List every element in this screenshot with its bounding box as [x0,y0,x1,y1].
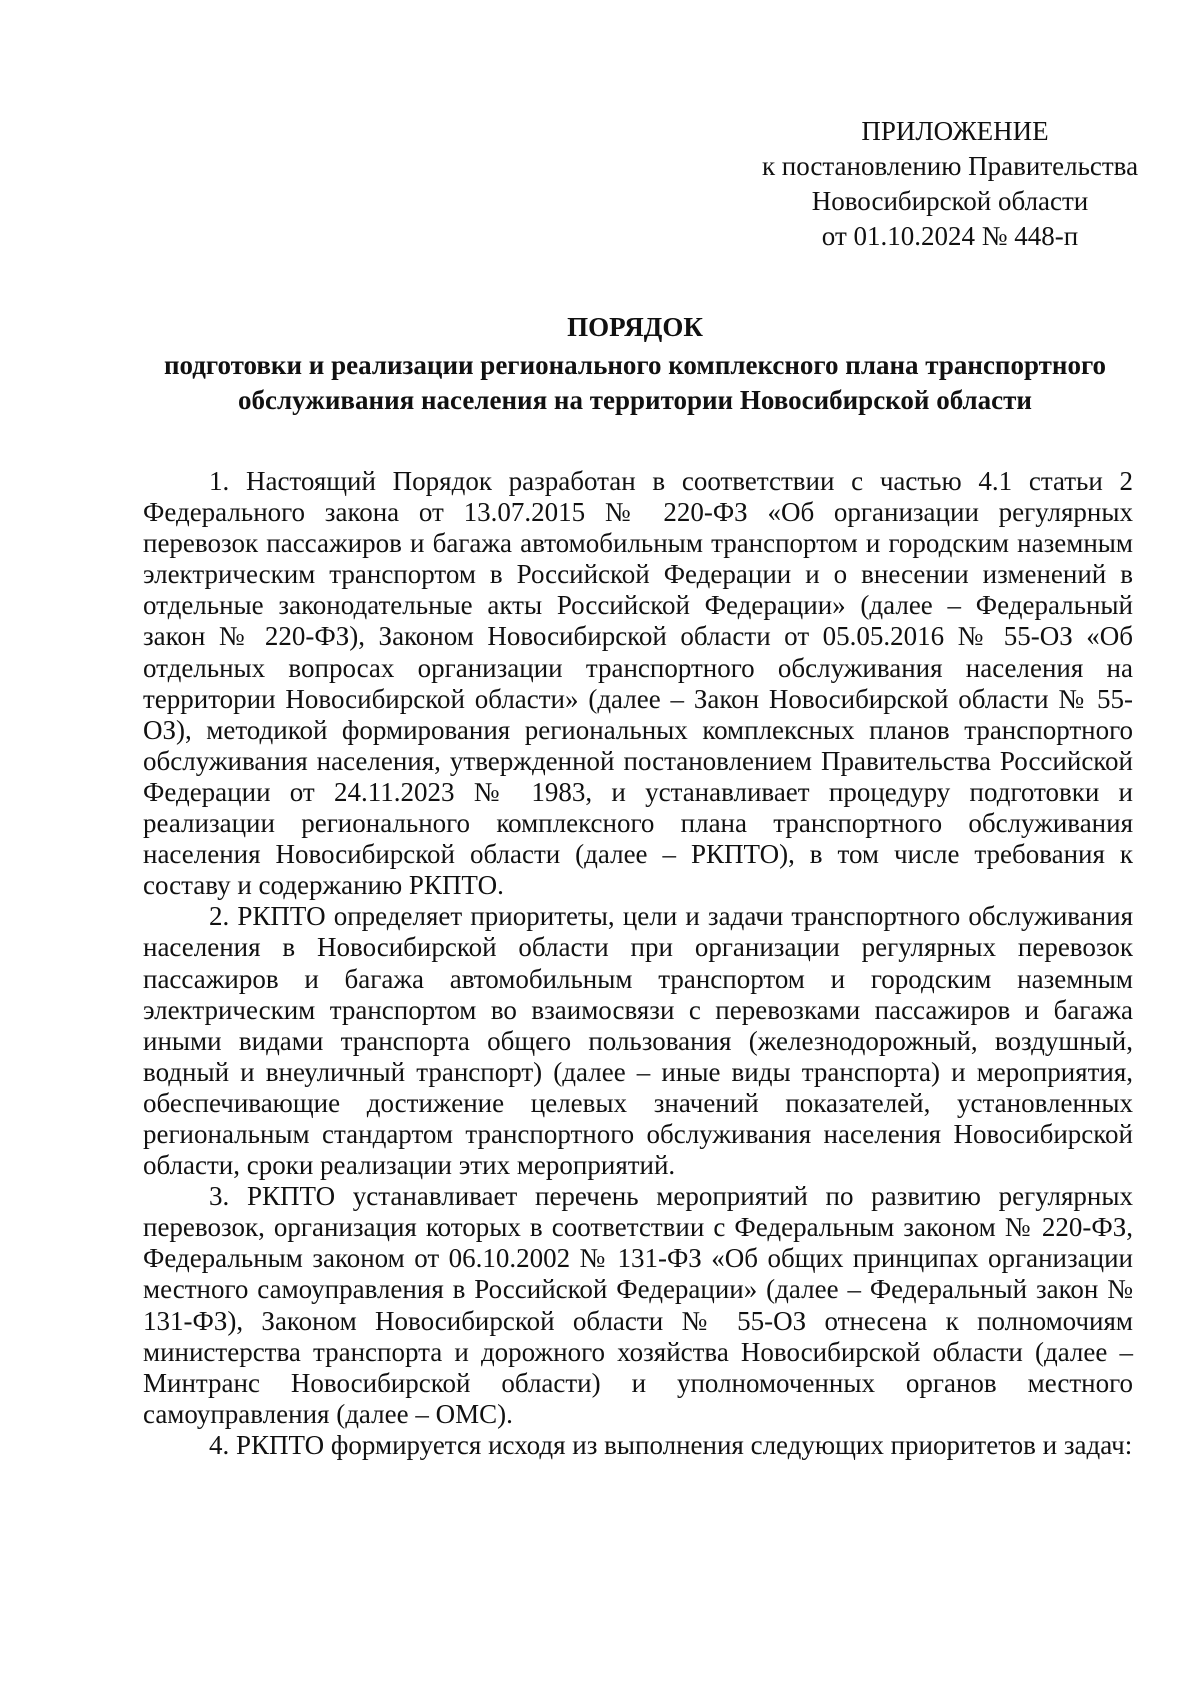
paragraph-1: 1. Настоящий Порядок разработан в соответствии с частью 4.1 статьи 2 Федерального закона от 13.07.2015 № 220-ФЗ «Об организации регулярных перевозок пассажиров и багажа автомобильным транспортом и городским наземным электрическим транспортом в Российской Федерации и о внесении изменений в отдельные законодательные акты Российской Федерации» (далее – Федеральный закон № 220-ФЗ), Законом Новосибирской области от 05.05.2016 № 55-ОЗ «Об отдельных вопросах организации транспортного обслуживания населения на территории Новосибирской области» (далее – Закон Новосибирской области № 55-ОЗ), методикой формирования региональных комплексных планов транспортного обслуживания населения, утвержденной постановлением Правительства Российской Федерации от 24.11.2023 № 1983, и устанавливает процедуру подготовки и реализации регионального комплексного плана транспортного обслуживания населения Новосибирской области (далее – РКПТО), в том числе требования к составу и содержанию РКПТО. [143,466,1133,901]
paragraph-3: 3. РКПТО устанавливает перечень мероприятий по развитию регулярных перевозок, организация которых в соответствии с Федеральным законом № 220-ФЗ, Федеральным законом от 06.10.2002 № 131-ФЗ «Об общих принципах организации местного самоуправления в Российской Федерации» (далее – Федеральный закон № 131-ФЗ), Законом Новосибирской области № 55-ОЗ отнесена к полномочиям министерства транспорта и дорожного хозяйства Новосибирской области (далее – Минтранс Новосибирской области) и уполномоченных органов местного самоуправления (далее – ОМС). [143,1181,1133,1429]
appendix-header [740,114,1160,254]
appendix-resolution-ref: к постановлению Правительства [761,151,1139,181]
document-title [140,310,1130,418]
paragraph-2: 2. РКПТО определяет приоритеты, цели и задачи транспортного обслуживания населения в Новосибирской области при организации регулярных перевозок пассажиров и багажа автомобильным транспортом и городским наземным электрическим транспортом во взаимосвязи с перевозками пассажиров и багажа иными видами транспорта общего пользования (железнодорожный, воздушный, водный и внеуличный транспорт) (далее – иные виды транспорта) и мероприятия, обеспечивающие достижение целевых значений показателей, установленных региональным стандартом транспортного обслуживания населения Новосибирской области, сроки реализации этих мероприятий. [143,901,1133,1181]
document-body [143,466,1133,1461]
appendix-region: Новосибирской области [811,186,1089,216]
title-heading: ПОРЯДОК [567,312,703,342]
appendix-date-number: от 01.10.2024 № 448-п [821,221,1079,251]
appendix-label: ПРИЛОЖЕНИЕ [861,116,1049,146]
title-subtitle-line-1: подготовки и реализации регионального комплексного плана транспортного [163,350,1107,380]
paragraph-4: 4. РКПТО формируется исходя из выполнения следующих приоритетов и задач: [209,1429,1133,1460]
title-subtitle-line-2: обслуживания населения на территории Новосибирской области [238,385,1032,415]
